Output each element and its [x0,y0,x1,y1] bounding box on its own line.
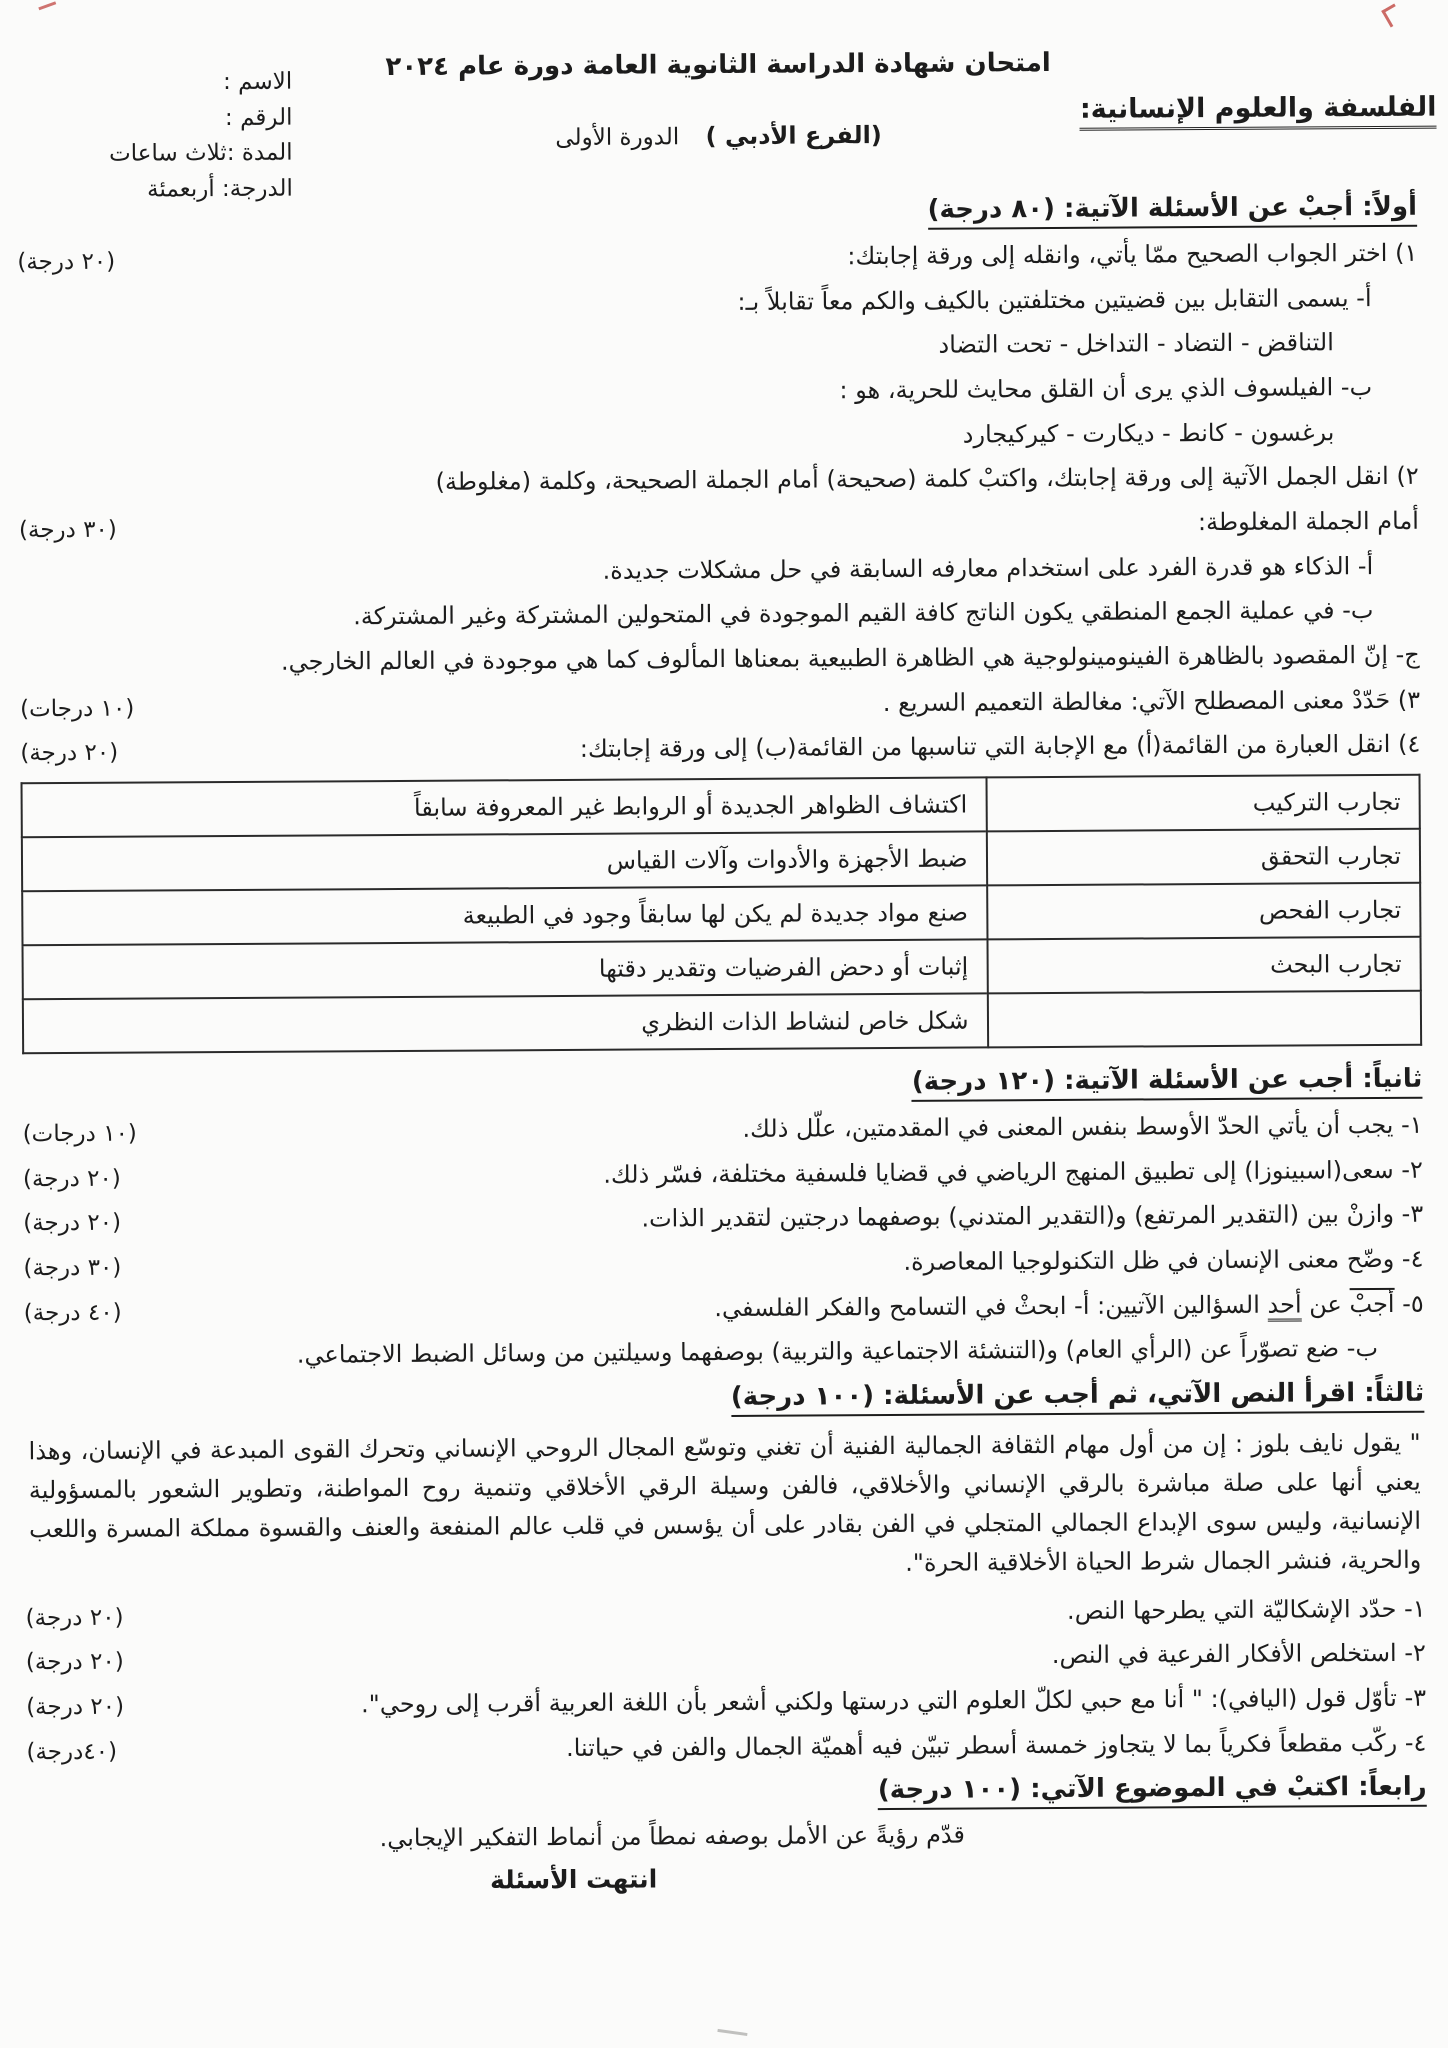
question-text: ٣) حَدّدْ معنى المصطلح الآتي: مغالطة التعميم السريع . [882,685,1421,717]
subject-title: الفلسفة والعلوم الإنسانية: [1080,92,1437,131]
third-q4 [26,1727,1426,1767]
q5-answer-word: أجبْ [1349,1289,1395,1318]
third-q3 [26,1683,1426,1723]
list-a-cell: تجارب الفحص [987,883,1421,940]
question-mark: (٢٠ درجة) [22,1165,121,1193]
question-mark: (٣٠ درجة) [18,516,117,544]
third-q2 [26,1638,1426,1678]
question-text: ب- ضع تصوّراً عن (الرأي العام) و(التنشئة الاجتماعية والتربية) بوصفهما وسيلتين من وسائل الضبط الاجتماعي. [296,1334,1379,1370]
question-mark: (٤٠درجة) [26,1738,118,1765]
number-label: الرقم : [224,104,293,131]
duration-label: المدة :ثلاث ساعات [108,139,293,168]
section-first-heading: أولاً: أجبْ عن الأسئلة الآتية: (٨٠ درجة) [17,192,1417,231]
exam-body [0,192,1448,1898]
question-2-line1 [19,461,1419,501]
exam-title: امتحان شهادة الدراسة الثانوية العامة دورة عام ٢٠٢٤ [385,47,1051,83]
name-label: الاسم : [223,68,293,96]
question-1b-options [18,417,1334,457]
question-2a [19,551,1373,591]
question-mark: (٤٠ درجة) [23,1299,122,1327]
question-text: ١- يجب أن يأتي الحدّ الأوسط بنفس المعنى في المقدمتين، علّل ذلك. [742,1110,1423,1143]
question-text: ٣- وازنْ بين (التقدير المرتفع) و(التقدير المتدني) بوصفهما درجتين لتقدير الذات. [641,1200,1424,1233]
question-2b [19,595,1373,635]
second-q3 [23,1199,1423,1239]
question-mark: (٢٠ درجة) [25,1604,124,1631]
question-1a [18,283,1372,323]
table-row [22,775,1420,838]
list-a-cell: تجارب التحقق [986,829,1420,886]
table-row [22,883,1420,946]
list-a-cell: تجارب التركيب [986,775,1420,832]
question-text: أمام الجملة المغلوطة: [1197,506,1420,537]
question-2c [20,640,1420,680]
second-q1 [23,1110,1423,1150]
question-text: أ- يسمى التقابل بين قضيتين مختلفتين بالكيف والكم معاً تقابلاً بـ: [737,283,1372,316]
section-third-heading: ثالثاً: اقرأ النص الآتي، ثم أجب عن الأسئلة: (١٠٠ درجة) [24,1378,1424,1417]
question-2-line2 [19,506,1419,546]
list-b-cell: شكل خاص لنشاط الذات النظري [23,993,988,1053]
q5-one-word: أحد [1267,1290,1301,1321]
question-mark: (١٠ درجات) [19,695,135,723]
list-b-cell: اكتشاف الظواهر الجديدة أو الروابط غير المعروفة سابقاً [22,777,987,837]
question-text: ٤) انقل العبارة من القائمة(أ) مع الإجابة التي تناسبها من القائمة(ب) إلى ورقة إجابتك: [579,730,1421,764]
question-text: ٢- سعى(اسبينوزا) إلى تطبيق المنهج الرياضي في قضايا فلسفية مختلفة، فسّر ذلك. [603,1155,1423,1189]
question-4 [20,729,1420,769]
question-text: ب- الفيلسوف الذي يرى أن القلق محايث للحرية، هو : [839,373,1373,405]
question-mark: (٣٠ درجة) [23,1254,122,1282]
question-1b [18,372,1372,412]
question-text: ١) اختر الجواب الصحيح ممّا يأتي، وانقله إلى ورقة إجابتك: [847,238,1418,271]
question-mark: (٢٠ درجة) [23,1210,122,1237]
second-q5 [24,1288,1424,1328]
question-text: ١- حدّد الإشكاليّة التي يطرحها النص. [1066,1594,1426,1625]
second-q5b [24,1333,1378,1373]
section-second-heading: ثانياً: أجب عن الأسئلة الآتية: (١٢٠ درجة) [22,1064,1422,1103]
grade-label: الدرجة: أربعمئة [147,175,293,203]
list-b-cell: ضبط الأجهزة والأدوات وآلات القياس [22,831,987,891]
second-q2 [23,1154,1423,1194]
question-mark: (٢٠ درجة) [17,248,116,276]
third-q1 [26,1593,1426,1633]
essay-prompt: قدّم رؤيةً عن الأمل بوصفه نمطاً من أنماط التفكير الإيجابي. [379,1820,966,1853]
reading-passage: " يقول نايف بلوز : إن من أول مهام الثقافة الجمالية الفنية أن تغني وتوسّع المجال الروحي الإنساني وتحرك القوى المبدعة في الإنسان، وهذا يعني أنها على صلة مباشرة بالرقي الإنساني والأخلاقي، فالفن وسيلة الرقي الأخلاقي وتنمية روح المواطنة، وتطوير الشعور بالمسؤولية الإنسانية، وليس سوى الإبداع الجمالي المتجلي في الفن بقادر على أن يؤسس في قلب عالم المنفعة والعنف والقسوة مملكة المسرة واللعب والحرية، فنشر الجمال شرط الحياة الأخلاقية الحرة". [28,1428,1422,1577]
question-text: ٢) انقل الجمل الآتية إلى ورقة إجابتك، واكتبْ كلمة (صحيحة) أمام الجملة الصحيحة، وكلمة (مغلوطة) [435,462,1419,497]
question-text: ٤- ركّب مقطعاً فكرياً بما لا يتجاوز خمسة أسطر تبيّن فيه أهميّة الجمال والفن في حياتنا. [565,1728,1427,1762]
statement-text: ج- إنّ المقصود بالظاهرة الفينومينولوجية هي الظاهرة الطبيعية بمعناها المألوف كما هي موجودة في العالم الخارجي. [280,640,1420,676]
question-1 [17,238,1417,278]
question-text [140,1288,1424,1328]
q5-mid: عن [1301,1289,1350,1319]
list-b-cell: صنع مواد جديدة لم يكن لها سابقاً وجود في الطبيعة [22,885,987,945]
question-text: ٢- استخلص الأفكار الفرعية في النص. [1051,1638,1426,1670]
table-row [22,829,1420,892]
question-text: ٣- تأوّل قول (اليافي): " أنا مع حبي لكلّ العلوم التي درستها ولكني أشعر بأن اللغة العربية أقرب إلى روحي". [361,1683,1427,1719]
question-mark: (٢٠ درجة) [20,740,119,767]
table-row [23,991,1421,1054]
end-of-questions-note: انتهت الأسئلة [489,1864,658,1895]
q5-number: ٥- [1394,1289,1424,1318]
section-fourth-heading: رابعاً: اكتبْ في الموضوع الآتي: (١٠٠ درجة) [27,1772,1427,1811]
options-text: برغسون - كانط - ديكارت - كيركيجارد [962,417,1335,449]
question-mark: (٢٠ درجة) [26,1693,125,1721]
q5-rest: السؤالين الآتيين: أ- ابحثْ في التسامح والفكر الفلسفي. [714,1290,1268,1322]
question-text: ٤- وضّح معنى الإنسان في ظل التكنولوجيا المعاصرة. [903,1244,1424,1276]
statement-text: أ- الذكاء هو قدرة الفرد على استخدام معارفه السابقة في حل مشكلات جديدة. [602,551,1374,585]
question-mark: (١٠ درجات) [22,1120,137,1148]
statement-text: ب- في عملية الجمع المنطقي يكون الناتج كافة القيم الموجودة في المتحولين المشتركة وغير المشتركة. [353,596,1374,631]
session-label: الدورة الأولى [555,124,680,152]
list-a-cell: تجارب البحث [987,937,1421,994]
question-3 [20,684,1420,724]
list-b-cell: إثبات أو دحض الفرضيات وتقدير دقتها [23,939,988,999]
matching-table [21,774,1423,1055]
branch-label: (الفرع الأدبي ) [705,121,882,151]
student-info-block [82,65,293,209]
table-row [23,937,1421,1000]
list-a-cell [987,991,1421,1048]
second-q4 [23,1244,1423,1284]
question-mark: (٢٠ درجة) [25,1648,124,1676]
options-text: التناقض - التضاد - التداخل - تحت التضاد [938,328,1334,360]
question-1a-options [18,328,1334,368]
exam-header [0,0,1443,203]
